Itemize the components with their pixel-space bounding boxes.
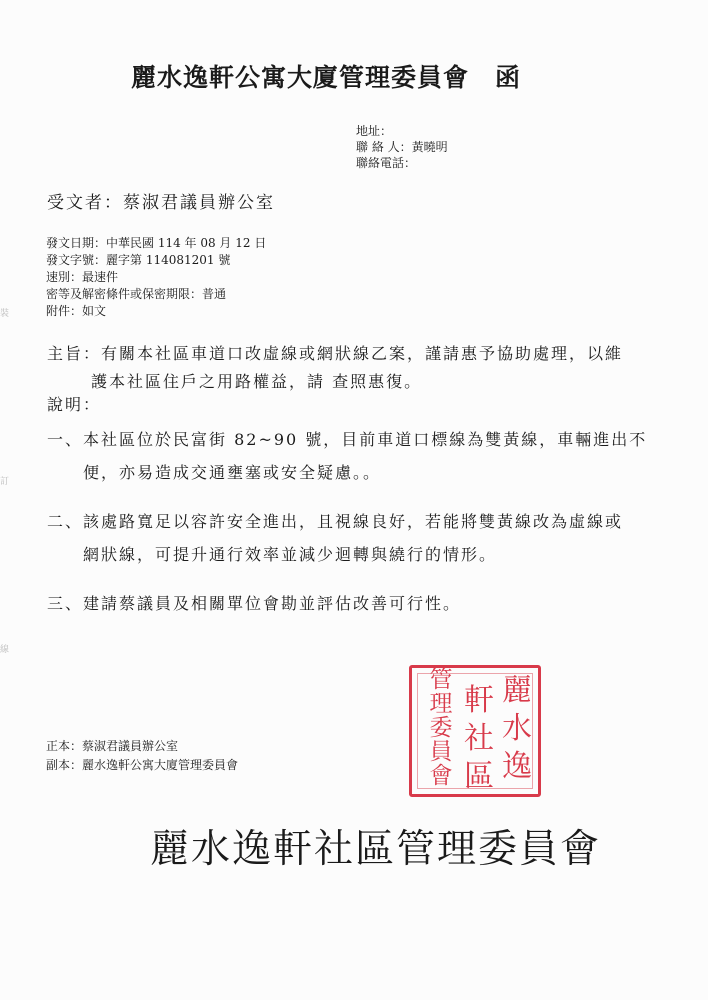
subject-line-2: 護本社區住戶之用路權益，請 查照惠復。	[91, 372, 423, 391]
seal-character: 水	[502, 711, 532, 746]
item-line-1: 二、該處路寬足以容許安全進出，且視線良好，若能將雙黃線改為虛線或	[47, 512, 624, 531]
recipient-line: 受文者：蔡淑君議員辦公室	[47, 193, 275, 213]
seal-character: 理	[429, 691, 453, 717]
seal-character: 逸	[502, 749, 532, 784]
seal-character: 員	[429, 739, 453, 765]
item-line-2: 網狀線，可提升通行效率並減少迴轉與繞行的情形。	[83, 545, 498, 564]
seal-column-1	[498, 672, 536, 786]
distribution-block	[46, 738, 238, 776]
document-meta	[46, 235, 266, 320]
copy-recipient: 副本：麗水逸軒公寓大廈管理委員會	[46, 758, 239, 772]
secrecy-level: 密等及解密條件或保密期限：普通	[46, 287, 227, 301]
document-number: 發文字號：麗字第 114081201 號	[46, 253, 231, 267]
seal-character: 社	[464, 721, 494, 756]
attachment: 附件：如文	[46, 304, 107, 318]
explanation-label: 說明：	[47, 395, 102, 414]
seal-character: 委	[429, 715, 453, 741]
contact-person-line: 聯 絡 人：黃曉明	[356, 140, 448, 154]
seal-character: 區	[464, 759, 494, 794]
urgency: 速別：最速件	[46, 270, 119, 284]
item-line-2: 便，亦易造成交通壅塞或安全疑慮。。	[83, 463, 382, 482]
main-recipient: 正本：蔡淑君議員辦公室	[46, 739, 179, 753]
explanation-item	[47, 587, 647, 620]
contact-block	[356, 123, 448, 171]
item-line-1: 一、本社區位於民富街 82~90 號，目前車道口標線為雙黃線，車輛進出不	[47, 430, 648, 449]
subject-block	[47, 340, 623, 396]
issue-date: 發文日期：中華民國 114 年 08 月 12 日	[46, 236, 267, 250]
address-line: 地址：	[356, 124, 393, 138]
item-line-1: 三、建請蔡議員及相關單位會勘並評估改善可行性。	[47, 594, 462, 613]
signature-line: 麗水逸軒社區管理委員會	[150, 827, 602, 872]
seal-column-3	[422, 668, 460, 788]
document-title: 麗水逸軒公寓大廈管理委員會 函	[131, 63, 522, 92]
binding-mark-1: 裝	[0, 309, 10, 319]
seal-character: 軒	[464, 683, 494, 718]
explanation-items	[47, 423, 647, 636]
explanation-item	[47, 423, 647, 489]
subject-line-1: 主旨：有關本社區車道口改虛線或網狀線乙案，謹請惠予協助處理，以維	[47, 344, 624, 363]
seal-character: 管	[429, 667, 453, 693]
official-seal	[409, 665, 541, 797]
binding-mark-3: 線	[0, 645, 10, 655]
seal-character: 麗	[502, 673, 532, 708]
seal-column-2	[460, 682, 498, 796]
binding-mark-2: 訂	[0, 477, 10, 487]
seal-character: 會	[429, 763, 453, 789]
explanation-item	[47, 505, 647, 571]
contact-phone-line: 聯絡電話：	[356, 156, 417, 170]
